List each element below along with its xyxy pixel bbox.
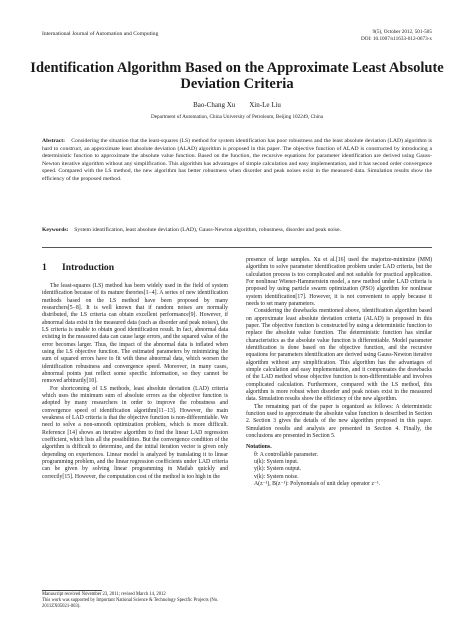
right-column: [246, 257, 432, 488]
notation-item: A(z⁻¹), B(z⁻¹): Polynomials of unit delay operator z⁻¹.: [254, 480, 381, 487]
keywords: [42, 227, 432, 235]
paragraph: For shortcoming of LS methods, least absolute deviation (LAD) criteria which uses the minimum sum of absolute errors as the objective function is adopted by many researchers in order to improve the robustness and convergence speed of identification algorithm[11−13]. However, the main weakness of LAD criteria is that the objective function is non-differentiable. We need to solve a non-smooth optimization problem, which is more difficult. Reference [14] shows an iterative algorithm to find the linear LAD regression coefficient, which lists all the possibilities. But the convergence condition of the algorithm is difficult to determine, and the initial iteration vector is given only depending on experiences. Linear model is analyzed by translating it to linear programming problem, and the linear regression coefficients under LAD criteria can be given by solving linear programming in Matlab quickly and correctly[15]. However, the computation cost of the method is too high in the: [42, 385, 228, 480]
notation-item: u(k): System input.: [254, 458, 299, 465]
volume-info: 9(5), October 2012, 501-505: [372, 29, 432, 35]
keywords-text: System identification, least absolute deviation (LAD), Gauss-Newton algorithm, robustness, disorder and peak noise.: [74, 227, 342, 233]
section-title: Introduction: [62, 262, 115, 273]
paragraph: The least-squares (LS) method has been widely used in the field of system identification because of its mature theories[1−4]. A series of new identification methods based on the LS method have been proposed by many researchers[5−8]. It is well known that if random noises are normally distributed, the LS criteria can obtain excellent performance[9]. However, if abnormal data exist in the measured data (such as disorder and peak noises), the LS criteria is unable to obtain good identification result. In fact, abnormal data existing in the measured data can cause large errors, and the squared value of the error becomes larger. Thus, the impact of the abnormal data is inflated when using the LS objective function. The estimated parameters by minimizing the sum of squared errors have to fit with these abnormal data, which worsen the identification robustness and convergence speed. Moreover, in many cases, abnormal points just reflect some specific information, so they cannot be removed arbitrarily[10].: [42, 283, 228, 385]
abstract: [42, 138, 432, 184]
abstract-divider: [42, 247, 432, 248]
section-number: 1: [42, 262, 47, 273]
paragraph: Considering the drawbacks mentioned above, identification algorithm based on approximate least absolute deviation criteria (ALAD) is proposed in this paper. The objective function is constructed by using a deterministic function to replace the absolute value function. The deterministic function has similar characteristics as the absolute value function is differentiable. Model parameter identification is done based on the objective function, and the recursive equations for parameters identification are derived using Gauss-Newton iterative algorithm without any simplification. This algorithm has the advantages of simple calculation and easy implementation, and it compensates the drawbacks of the LAD method whose objective function is non-differentiable and involves complicated calculation. Furthermore, compared with the LS method, this algorithm is more robust when disorder and peak noises exist in the measured data. Simulation results show the efficiency of the new algorithm.: [246, 308, 432, 403]
left-column: [42, 262, 228, 481]
notation-item: θ: A controllable parameter.: [254, 451, 319, 458]
doi: DOI: 10.1007/s11633-012-0673-x: [361, 35, 432, 42]
section-heading: [42, 262, 228, 274]
footnotes: [42, 592, 230, 610]
footnote-funding: This work was supported by Important National Science & Technology Specific Projects (No. 2011ZX05021-003).: [42, 597, 219, 609]
journal-meta: [361, 29, 432, 42]
journal-name: International Journal of Automation and Computing: [42, 31, 159, 37]
paper-authors: Bao-Chang Xu Xin-Le Liu: [193, 101, 281, 109]
notations-heading: Notations.: [246, 444, 272, 451]
footnote-manuscript: Manuscript received November 23, 2011; revised March 14, 2012: [42, 592, 166, 597]
paragraph: presence of large samples. Xu et al.[16] used the majorize-minimize (MM) algorithm to solve parameter identification problem under LAD criteria, but the calculation process is too complicated and not suitable for practical application. For nonlinear Wiener-Hammerstein model, a new method under LAD criteria is proposed by using particle swarm optimization (PSO) algorithm for nonlinear system identification[17]. However, it is not convenient to apply because it needs to set many parameters.: [246, 257, 432, 307]
author-affiliation: Department of Automation, China University of Petroleum, Beijing 102249, China: [150, 114, 324, 120]
paper-title: Identification Algorithm Based on the Approximate Least Absolute Deviation Criteria: [30, 60, 444, 92]
notation-item: v(k): System noise.: [254, 473, 299, 480]
keywords-label: Keywords:: [42, 227, 69, 233]
footnote-rule: [42, 590, 102, 591]
abstract-text: Considering the situation that the least-squares (LS) method for system identification has poor robustness and the least absolute deviation (LAD) algorithm is hard to construct, an approximate least absolute deviation (ALAD) algorithm is proposed in this paper. The objective function of ALAD is constructed by introducing a deterministic function to approximate the absolute value function. Based on the function, the recursive equations for parameter identification are derived using Gauss-Newton iterative algorithm without any simplification. This algorithm has advantages of simple calculation and easy implementation, and it has second order convergence speed. Compared with the LS method, the new algorithm has better robustness when disorder and peak noises exist in the measured data. Simulation results show the efficiency of the proposed method.: [42, 138, 433, 182]
abstract-label: Abstract:: [42, 138, 66, 144]
notation-item: y(k): System output.: [254, 466, 302, 473]
paragraph: The remaining part of the paper is organized as follows: A deterministic function used to approximate the absolute value function is described in Section 2. Section 3 gives the details of the new algorithm proposed in this paper. Simulation results and analysis are presented in Section 4. Finally, the conclusions are presented in Section 5.: [246, 403, 432, 439]
